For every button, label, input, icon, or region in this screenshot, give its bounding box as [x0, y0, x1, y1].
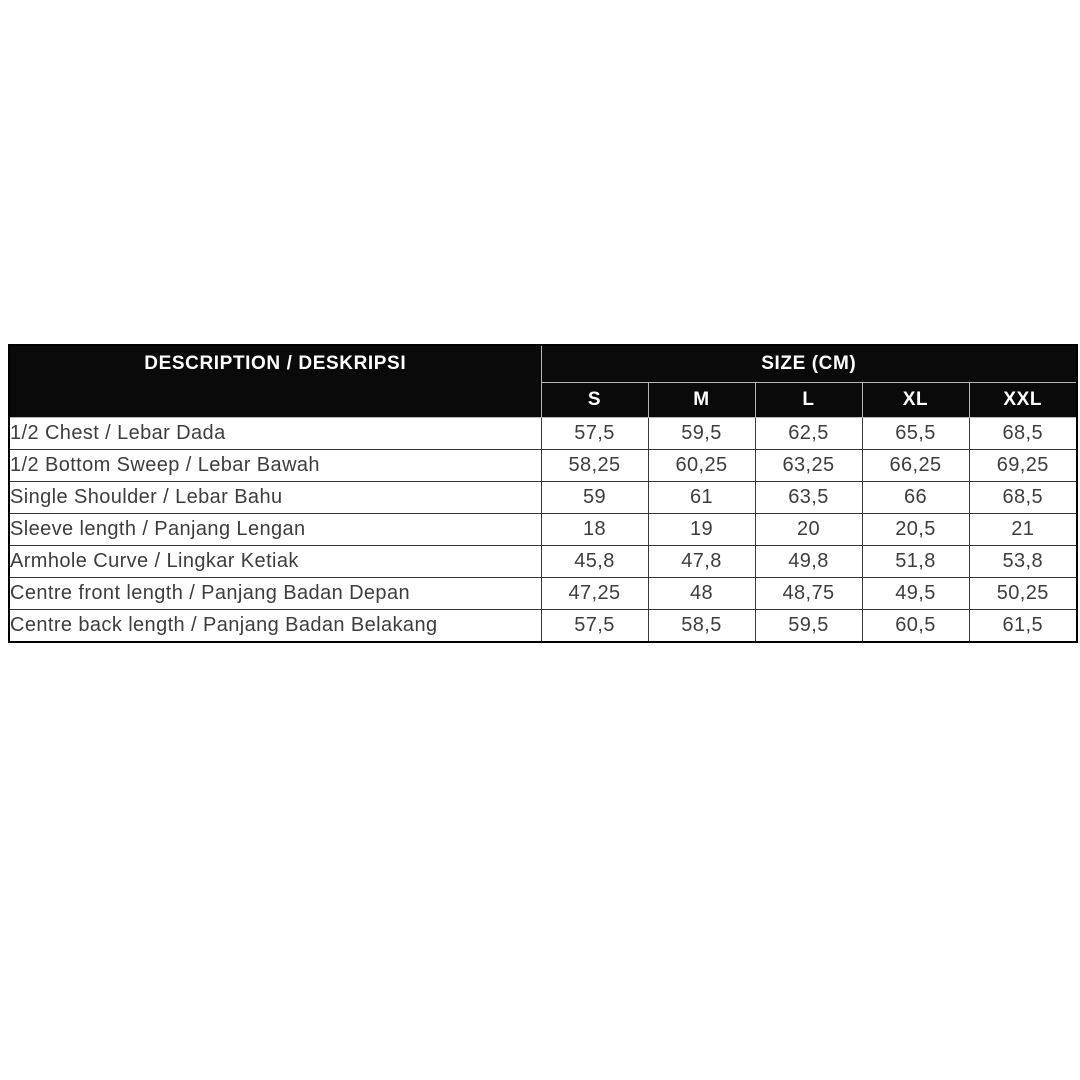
table-row [9, 610, 1077, 643]
size-value-cell: 53,8 [969, 546, 1077, 578]
size-value-cell: 61,5 [969, 610, 1077, 643]
size-value-cell: 19 [648, 514, 755, 546]
size-chart-table [8, 344, 1078, 643]
size-value-cell: 59 [541, 482, 648, 514]
size-value-cell: 63,5 [755, 482, 862, 514]
size-value-cell: 20 [755, 514, 862, 546]
row-label-cell: 1/2 Bottom Sweep / Lebar Bawah [9, 450, 541, 482]
row-label-cell: Single Shoulder / Lebar Bahu [9, 482, 541, 514]
size-value-cell: 65,5 [862, 418, 969, 450]
row-label-cell: Sleeve length / Panjang Lengan [9, 514, 541, 546]
size-col-header-m: M [648, 383, 755, 418]
size-col-header-xxl: XXL [969, 383, 1077, 418]
size-value-cell: 20,5 [862, 514, 969, 546]
header-row-group [9, 345, 1077, 383]
size-value-cell: 51,8 [862, 546, 969, 578]
table-row [9, 418, 1077, 450]
size-value-cell: 68,5 [969, 418, 1077, 450]
row-label-cell: 1/2 Chest / Lebar Dada [9, 418, 541, 450]
row-label-cell: Centre back length / Panjang Badan Belakang [9, 610, 541, 643]
size-value-cell: 66,25 [862, 450, 969, 482]
size-value-cell: 49,5 [862, 578, 969, 610]
size-value-cell: 63,25 [755, 450, 862, 482]
size-value-cell: 59,5 [755, 610, 862, 643]
row-label-cell: Centre front length / Panjang Badan Depan [9, 578, 541, 610]
size-value-cell: 58,5 [648, 610, 755, 643]
size-value-cell: 60,25 [648, 450, 755, 482]
size-value-cell: 59,5 [648, 418, 755, 450]
size-value-cell: 21 [969, 514, 1077, 546]
size-value-cell: 69,25 [969, 450, 1077, 482]
size-value-cell: 49,8 [755, 546, 862, 578]
description-header-cell: DESCRIPTION / DESKRIPSI [9, 345, 541, 418]
size-value-cell: 61 [648, 482, 755, 514]
row-label-cell: Armhole Curve / Lingkar Ketiak [9, 546, 541, 578]
size-value-cell: 57,5 [541, 418, 648, 450]
size-value-cell: 47,8 [648, 546, 755, 578]
size-col-header-s: S [541, 383, 648, 418]
table-row [9, 578, 1077, 610]
size-value-cell: 45,8 [541, 546, 648, 578]
size-value-cell: 57,5 [541, 610, 648, 643]
table-row [9, 514, 1077, 546]
size-value-cell: 47,25 [541, 578, 648, 610]
table-row [9, 546, 1077, 578]
size-group-header-cell: SIZE (CM) [541, 345, 1077, 383]
size-col-header-l: L [755, 383, 862, 418]
table-row [9, 450, 1077, 482]
size-col-header-xl: XL [862, 383, 969, 418]
size-value-cell: 62,5 [755, 418, 862, 450]
size-value-cell: 18 [541, 514, 648, 546]
size-value-cell: 68,5 [969, 482, 1077, 514]
size-value-cell: 50,25 [969, 578, 1077, 610]
table-row [9, 482, 1077, 514]
size-value-cell: 66 [862, 482, 969, 514]
size-value-cell: 60,5 [862, 610, 969, 643]
size-value-cell: 48 [648, 578, 755, 610]
size-value-cell: 58,25 [541, 450, 648, 482]
table-header [9, 345, 1077, 418]
size-value-cell: 48,75 [755, 578, 862, 610]
size-chart-container [8, 344, 1076, 643]
table-body [9, 418, 1077, 643]
